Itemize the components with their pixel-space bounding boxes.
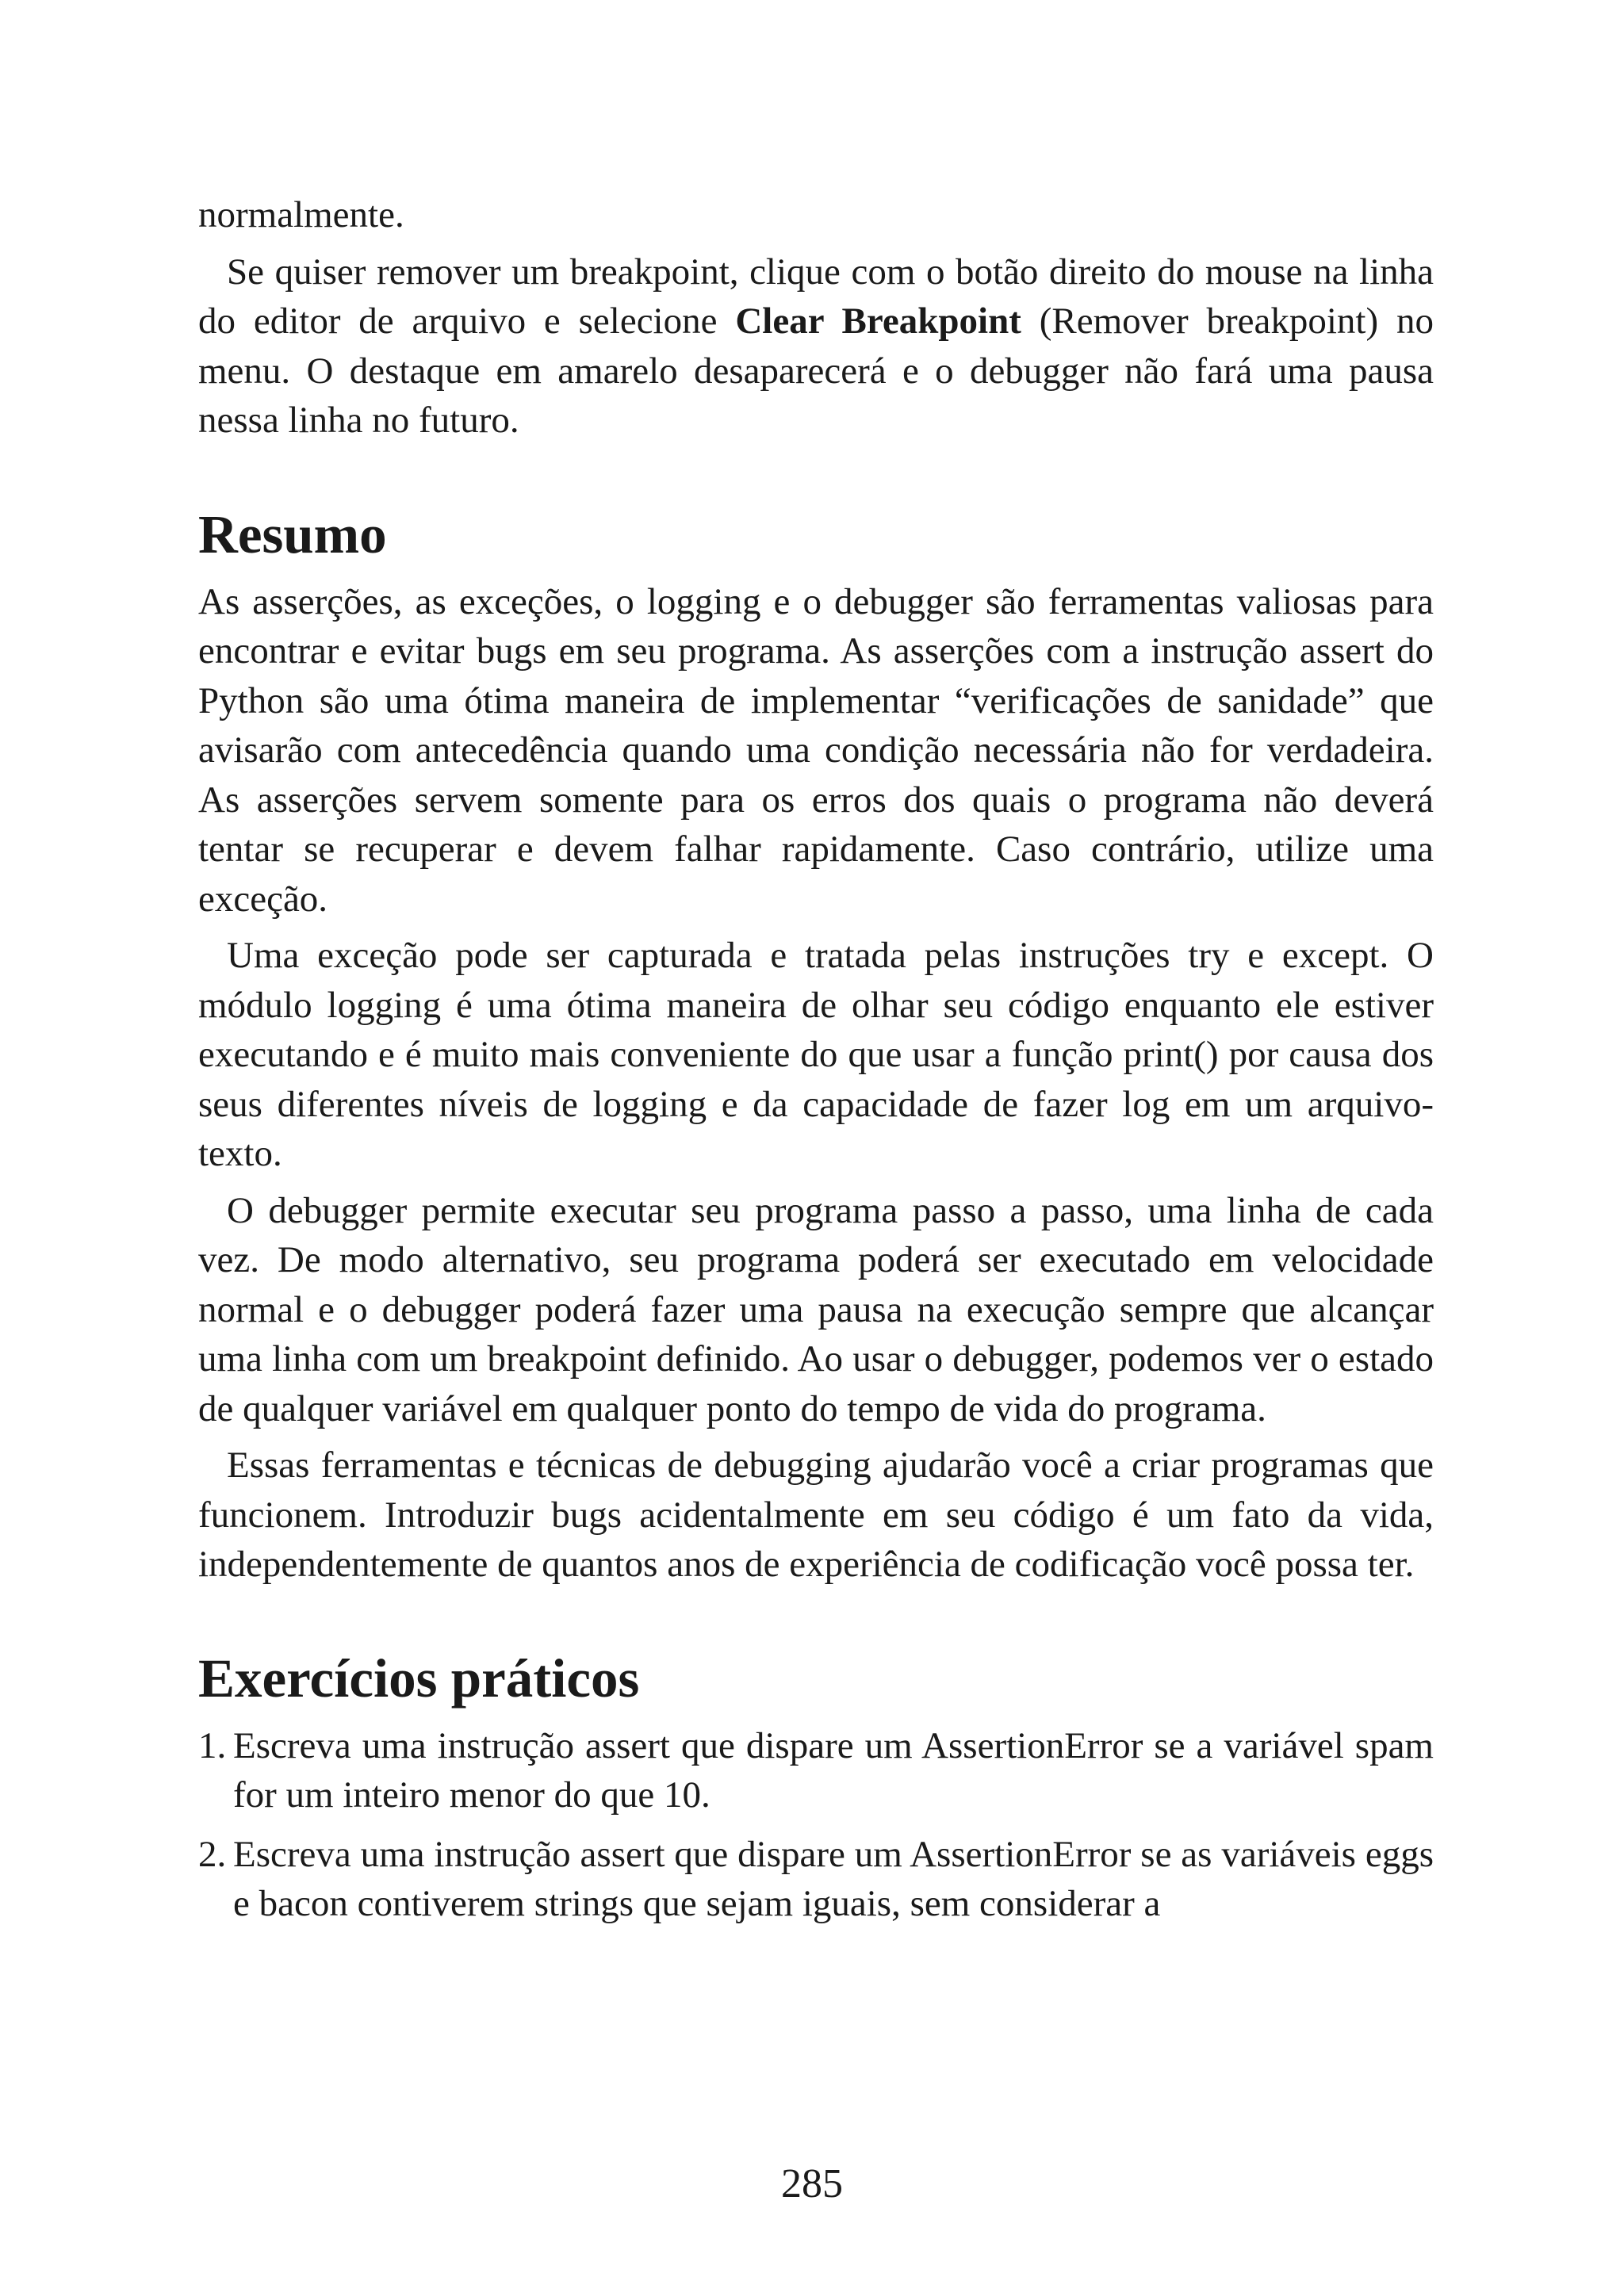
paragraph-resumo-3: O debugger permite executar seu programa passo a passo, uma linha de cada vez. De modo alternativo, seu programa poderá ser executado em velocidade normal e o debugger poderá fazer uma pausa na execução sempre que alcançar uma linha com um breakpoint definido. Ao usar o debugger, podemos ver o estado de qualquer variável em qualquer ponto do tempo de vida do programa. — [198, 1189, 1434, 1429]
exercise-text: Escreva uma instrução assert que dispare um AssertionError se as variáveis eggs e bacon contiverem strings que sejam iguais, sem considerar a — [233, 1833, 1434, 1924]
heading-exercicios: Exercícios práticos — [198, 1647, 640, 1709]
text-after-bold: (Remover breakpoint) no menu. O destaque em amarelo desaparecerá e o debugger não fará uma pausa nessa linha no futuro. — [198, 300, 1434, 441]
paragraph-resumo-1: As asserções, as exceções, o logging e o debugger são ferramentas valiosas para encontrar e evitar bugs em seu programa. As asserções com a instrução assert do Python são uma ótima maneira de implementar “verificações de sanidade” que avisarão com antecedência quando uma condição necessária não for verdadeira. As asserções servem somente para os erros dos quais o programa não deverá tentar se recuperar e devem falhar rapidamente. Caso contrário, utilize uma exceção. — [198, 580, 1434, 920]
exercise-item — [198, 1721, 1434, 1820]
exercise-number: 1. — [198, 1724, 227, 1766]
menu-term-clear-breakpoint: Clear Breakpoint — [735, 300, 1021, 342]
paragraph-resumo-2: Uma exceção pode ser capturada e tratada pelas instruções try e except. O módulo logging é uma ótima maneira de olhar seu código enquanto ele estiver executando e é muito mais conveniente do que usar a função print() por causa dos seus diferentes níveis de logging e da capacidade de fazer log em um arquivo-texto. — [198, 935, 1434, 1174]
page-number: 285 — [781, 2161, 843, 2206]
text-before-bold: Se quiser remover um breakpoint, clique com o botão direito do mouse na linha do editor de arquivo e selecione — [198, 251, 1434, 342]
exercise-text: Escreva uma instrução assert que dispare um AssertionError se a variável spam for um inteiro menor do que 10. — [233, 1724, 1434, 1816]
heading-resumo: Resumo — [198, 503, 387, 564]
paragraph-continuation: normalmente. — [198, 194, 404, 235]
exercise-number: 2. — [198, 1833, 227, 1875]
exercise-list — [198, 1721, 1434, 1929]
paragraph-remove-breakpoint — [198, 247, 1434, 446]
exercise-item — [198, 1830, 1434, 1929]
page-content — [198, 190, 1434, 1938]
paragraph-resumo-4: Essas ferramentas e técnicas de debugging ajudarão você a criar programas que funcionem. Introduzir bugs acidentalmente em seu código é um fato da vida, independentemente de quantos anos de experiência de codificação você possa ter. — [198, 1445, 1434, 1585]
